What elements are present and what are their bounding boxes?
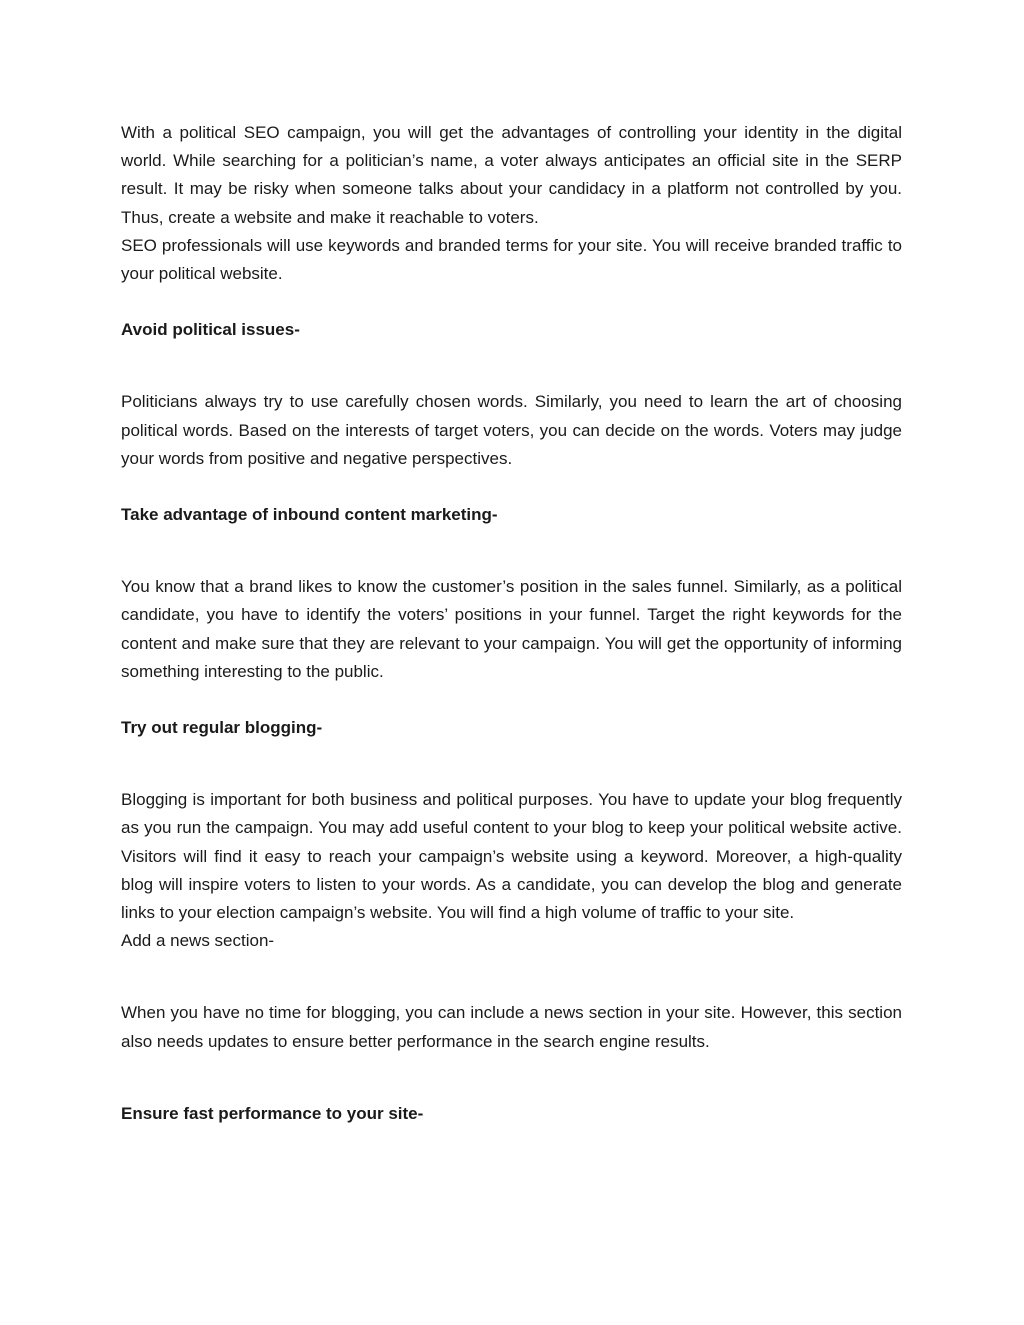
paragraph-seo-professionals: SEO professionals will use keywords and branded terms for your site. You will receive branded traffic to your political website.	[121, 235, 902, 284]
heading-avoid-political-issues: Avoid political issues-	[121, 320, 300, 340]
heading-inbound-content-marketing: Take advantage of inbound content marketing-	[121, 505, 498, 525]
paragraph-sales-funnel: You know that a brand likes to know the customer’s position in the sales funnel. Similarly, as a political candidate, you have to identify the voters’ positions in your funnel. Target the right keywords for the content and make sure that they are relevant to your campaign. You will get the opportunity of informing something interesting to the public.	[121, 577, 902, 681]
paragraph-blogging: Blogging is important for both business and political purposes. You have to update your blog frequently as you run the campaign. You may add useful content to your blog to keep your political website active. Visitors will find it easy to reach your campaign’s website using a keyword. Moreover, a high-quality blog will inspire voters to listen to your words. As a candidate, you can develop the blog and generate links to your election campaign’s website. You will find a high volume of traffic to your site.	[121, 790, 902, 923]
paragraph-news-section: When you have no time for blogging, you can include a news section in your site. However, this section also needs updates to ensure better performance in the search engine results.	[121, 1003, 902, 1051]
paragraph-politicians: Politicians always try to use carefully chosen words. Similarly, you need to learn the art of choosing political words. Based on the interests of target voters, you can decide on the words. Voters may judge your words from positive and negative perspectives.	[121, 392, 902, 468]
paragraph-add-news-section: Add a news section-	[121, 931, 275, 951]
heading-regular-blogging: Try out regular blogging-	[121, 718, 323, 738]
paragraph-seo-campaign: With a political SEO campaign, you will get the advantages of controlling your identity in the digital world. While searching for a politician’s name, a voter always anticipates an official site in the SERP result. It may be risky when someone talks about your candidacy in a platform not controlled by you. Thus, create a website and make it reachable to voters.	[121, 123, 902, 227]
heading-fast-performance: Ensure fast performance to your site-	[121, 1103, 424, 1123]
document-page	[121, 119, 902, 1128]
